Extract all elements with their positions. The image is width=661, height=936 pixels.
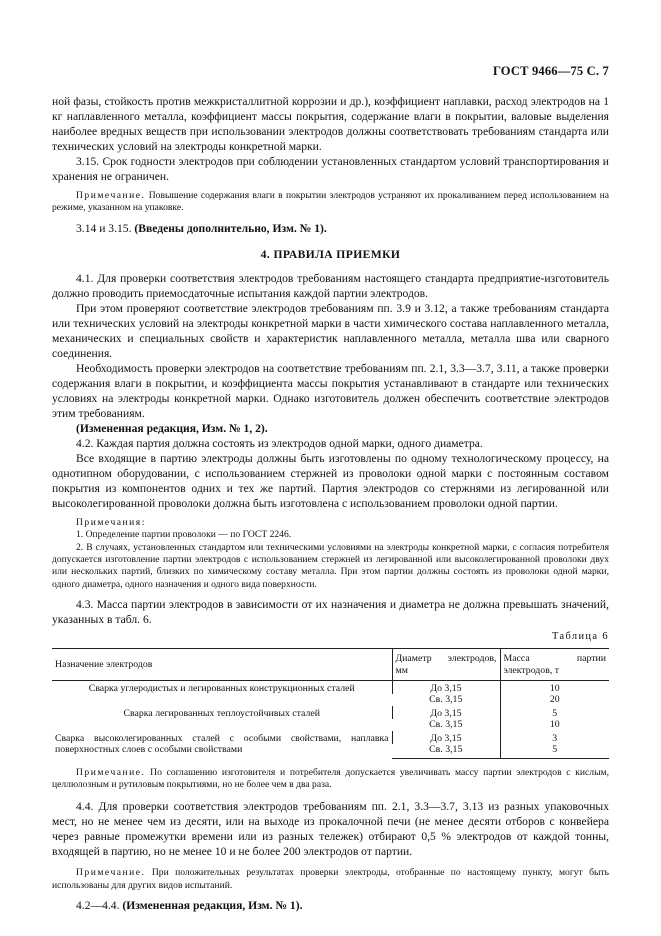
cell-diameter: Св. 3,15 xyxy=(429,719,463,731)
page-header: ГОСТ 9466—75 С. 7 xyxy=(492,64,609,78)
note-text: При положительных результатах проверки электроды, отобранные по настоящему пункту, могут быть использованы для других видов испытаний. xyxy=(52,867,609,891)
cell-diameter: До 3,15 xyxy=(392,681,500,695)
cell-diameter: Св. 3,15 xyxy=(392,744,500,758)
note-mass xyxy=(52,767,609,792)
note-item-1: 1. Определение партии проволоки — по ГОСТ 2246. xyxy=(76,529,292,541)
amendment-4-1: (Измененная редакция, Изм. № 1, 2). xyxy=(76,421,268,435)
notes-label-text: Примечания: xyxy=(76,516,146,528)
note-text: По соглашению изготовителя и потребителя допускается увеличивать массу партии электродов с кислым, целлюлозным и рутиловым покрытиями, но не более чем в два раза. xyxy=(52,766,609,790)
cell-diameter: До 3,15 xyxy=(392,731,500,744)
document-body xyxy=(52,94,609,913)
note-item-2: 2. В случаях, установленных стандартом или техническими условиями на электроды конкретной марки, с согласия потребителя допускается изготовление партии электродов с использованием стержней из легированной или высоколегированной проволоки двух или нескольких партий, близких по химическому составу металла. При этом партии должны состоять из проволоки одной марки, одного диаметра, одного назначения и одного вида поверхности. xyxy=(52,541,609,590)
paragraph-3-14-amendment xyxy=(52,221,609,236)
cell-mass: 10 xyxy=(500,681,609,695)
cell-mass: 5 xyxy=(500,744,609,758)
table-6 xyxy=(52,648,609,758)
paragraph-4-1: 4.1. Для проверки соответствия электродов требованиям настоящего стандарта предприятие-изготовитель должно проводить приемосдаточные испытания каждой партии электродов. xyxy=(52,271,609,300)
note-text: Повышение содержания влаги в покрытии электродов устраняют их прокаливанием перед использованием на режиме, указанном на упаковке. xyxy=(52,190,609,214)
cell-purpose: Сварка высоколегированных сталей с особыми свойствами, наплавка поверхностных слоев с особыми свойствами xyxy=(55,732,389,756)
clause-ref: 3.14 и 3.15. xyxy=(76,221,132,235)
cell-mass: 5 xyxy=(500,706,609,719)
note-moisture xyxy=(52,190,609,215)
clause-ref: 4.2—4.4. xyxy=(76,899,120,913)
table-row xyxy=(52,706,609,719)
paragraph-4-2-4-4-amendment xyxy=(52,898,609,913)
cell-diameter: До 3,15 xyxy=(392,706,500,719)
cell-purpose: Сварка углеродистых и легированных конструкционных сталей xyxy=(88,683,355,695)
cell-diameter: Св. 3,15 xyxy=(429,694,463,706)
paragraph-4-2: 4.2. Каждая партия должна состоять из электродов одной марки, одного диаметра. xyxy=(76,436,483,450)
amendment-text: (Измененная редакция, Изм. № 1). xyxy=(122,899,303,913)
paragraph-4-1-checks: При этом проверяют соответствие электродов требованиям пп. 3.9 и 3.12, а также требованиям стандарта или технических условий на электроды конкретной марки в части химического состава наплавленного металла, механических и специальных свойств и характеристик наплавленного металла, металла шва или сварного соединения. xyxy=(52,301,609,360)
cell-mass: 10 xyxy=(500,719,609,730)
header-mass: Масса партии электродов, т xyxy=(500,649,609,681)
note-results xyxy=(52,867,609,892)
table-header-row xyxy=(52,649,609,681)
header-purpose: Назначение электродов xyxy=(52,649,392,681)
header-diameter: Диаметр электродов, мм xyxy=(392,649,500,681)
table-caption: Таблица 6 xyxy=(551,631,609,643)
table-row xyxy=(52,731,609,744)
note-label: Примечание. xyxy=(76,766,146,778)
table-row xyxy=(52,681,609,695)
paragraph-4-3: 4.3. Масса партии электродов в зависимости от их назначения и диаметра не должна превышать значений, указанных в табл. 6. xyxy=(52,598,609,627)
cell-mass: 20 xyxy=(500,694,609,705)
note-label: Примечание. xyxy=(76,190,146,201)
paragraph-4-4: 4.4. Для проверки соответствия электродов требованиям пп. 2.1, 3.3—3.7, 3.13 из разных упаковочных мест, но не менее чем из десяти, или на выходе из прокалочной печи (не менее десяти отборов с конвейера через равные промежутки времени или из разных тележек) отбирают 0,5 % электродов от каждой тонны, входящей в партию, но не менее 10 и не более 200 электродов от партии. xyxy=(52,800,609,859)
section-title: 4. ПРАВИЛА ПРИЕМКИ xyxy=(260,247,401,261)
cell-purpose: Сварка легированных теплоустойчивых сталей xyxy=(123,707,320,719)
paragraph-4-1-necessity: Необходимость проверки электродов на соответствие требованиям пп. 2.1, 3.3—3.7, 3.11, а также проверки содержания влаги в покрытии, и коэффициента массы покрытия устанавливают в стандарте или технических условиях на электроды конкретной марки. Однако изготовитель должен обеспечить соответствие электродов этим требованиям. xyxy=(52,361,609,420)
note-label: Примечание. xyxy=(76,867,146,879)
paragraph-4-2-batch: Все входящие в партию электроды должны быть изготовлены по одному технологическому процессу, на однотипном оборудовании, с использованием стержней из проволоки одной марки с постоянным составом покрытия из компонентов одних и тех же партий. Партия электродов со стержнями из легированной или высоколегированной проволоки должна быть изготовлена с использованием проволоки одной партии. xyxy=(52,451,609,510)
paragraph-continuation: ной фазы, стойкость против межкристаллитной коррозии и др.), коэффициент наплавки, расход электродов на 1 кг наплавленного металла, коэффициент массы покрытия, содержание влаги в покрытии, валовые выделения наиболее вредных веществ при использовании электродов должны соответствовать требованиям стандарта или технических условий на электроды конкретной марки. xyxy=(52,95,609,153)
paragraph-3-15: 3.15. Срок годности электродов при соблюдении установленных стандартом условий транспортирования и хранения не ограничен. xyxy=(52,155,609,183)
notes-label xyxy=(52,517,609,529)
amendment-text: (Введены дополнительно, Изм. № 1). xyxy=(134,221,327,235)
cell-mass: 3 xyxy=(500,731,609,744)
